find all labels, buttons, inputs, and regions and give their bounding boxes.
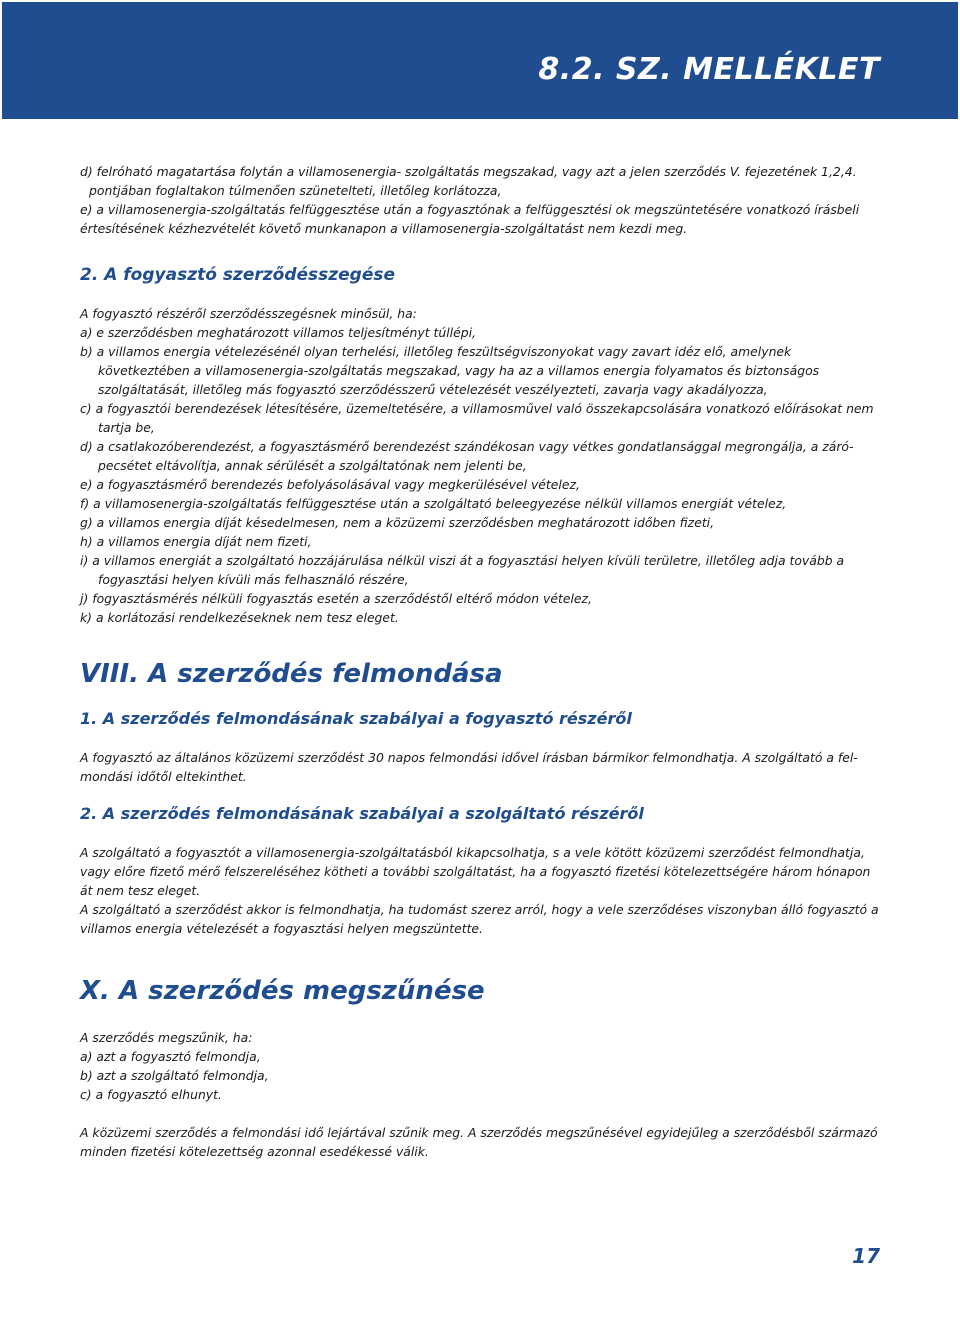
intro-e-line1: e) a villamosenergia-szolgáltatás felfüggesztése után a fogyasztónak a felfüggesztési ok megszüntetésére vonatkozó írásbeli — [80, 202, 860, 217]
list-item: k) a korlátozási rendelkezéseknek nem tesz eleget. — [80, 610, 399, 625]
termination-list — [80, 1047, 880, 1104]
intro-e-line2: értesítésének kézhezvételét követő munkanapon a villamosenergia-szolgáltatást nem kezdi meg. — [80, 221, 688, 236]
list-item: c) a fogyasztói berendezések létesítésére, üzemeltetésére, a villamosművel való összekapcsolására vonatkozó előírásokat nem tartja be, — [80, 401, 874, 435]
list-item: h) a villamos energia díját nem fizeti, — [80, 534, 312, 549]
paragraph: A szolgáltató a szerződést akkor is felmondhatja, ha tudomást szerez arról, hogy a vele szerződéses viszonyban álló fogyasztó a villamos energia vételezését a fogyasztási helyen megszüntette. — [80, 902, 879, 936]
header-band — [2, 2, 958, 119]
list-item: c) a fogyasztó elhunyt. — [80, 1087, 222, 1102]
subsection-heading: 1. A szerződés felmondásának szabályai a fogyasztó részéről — [80, 709, 632, 728]
list-item: e) a fogyasztásmérő berendezés befolyásolásával vagy megkerülésével vételez, — [80, 477, 580, 492]
list-item: f) a villamosenergia-szolgáltatás felfüggesztése után a szolgáltató beleegyezése nélkül villamos energiát vételez, — [80, 496, 787, 511]
intro-d-line1: d) felróható magatartása folytán a villamosenergia- szolgáltatás megszakad, vagy azt a jelen szerződés V. fejezetének 1,2,4. — [80, 164, 857, 179]
section-lead: A fogyasztó részéről szerződésszegésnek minősül, ha: — [80, 306, 417, 321]
chapter-heading: VIII. A szerződés felmondása — [80, 659, 503, 689]
breach-list — [80, 323, 880, 627]
section-lead: A szerződés megszűnik, ha: — [80, 1030, 253, 1045]
subsection-heading: 2. A szerződés felmondásának szabályai a szolgáltató részéről — [80, 804, 644, 823]
chapter-heading: X. A szerződés megszűnése — [80, 976, 485, 1006]
paragraph: A közüzemi szerződés a felmondási idő lejártával szűnik meg. A szerződés megszűnésével egyidejűleg a szerződésből származó minden fizetési kötelezettség azonnal esedékessé válik. — [80, 1125, 878, 1159]
list-item: b) azt a szolgáltató felmondja, — [80, 1068, 269, 1083]
list-item: a) azt a fogyasztó felmondja, — [80, 1049, 261, 1064]
list-item: g) a villamos energia díját késedelmesen, nem a közüzemi szerződésben meghatározott időben fizeti, — [80, 515, 715, 530]
paragraph: A fogyasztó az általános közüzemi szerződést 30 napos felmondási idővel írásban bármikor felmondhatja. A szolgáltató a fel-mondási időtől eltekinthet. — [80, 750, 858, 784]
page-title: 8.2. SZ. MELLÉKLET — [538, 52, 880, 87]
list-item: a) e szerződésben meghatározott villamos teljesítményt túllépi, — [80, 325, 476, 340]
list-item: b) a villamos energia vételezésénél olyan terhelési, illetőleg feszültségviszonyokat vagy zavart idéz elő, amelynek következtében a villamosenergia-szolgáltatás megszakad, vagy ha az a villamos energia folyamatos és biztonságos szolgáltatását, illetőleg más fogyasztó szerződésszerű vételezését veszélyezteti, zavarja vagy akadályozza, — [80, 344, 820, 397]
section-heading: 2. A fogyasztó szerződésszegése — [80, 265, 396, 285]
paragraph: A szolgáltató a fogyasztót a villamosenergia-szolgáltatásból kikapcsolhatja, s a vele kötött közüzemi szerződést felmondhatja, vagy előre fizető mérő felszereléséhez kötheti a további szolgáltatást, ha a fogyasztó fizetési kötelezettségére három hónapon át nem tesz eleget. — [80, 845, 871, 898]
document-body — [80, 162, 880, 1161]
page-number: 17 — [852, 1244, 880, 1268]
list-item: j) fogyasztásmérés nélküli fogyasztás esetén a szerződéstől eltérő módon vételez, — [80, 591, 592, 606]
intro-d-line2: pontjában foglaltakon túlmenően szünetelteti, illetőleg korlátozza, — [89, 183, 502, 198]
list-item: i) a villamos energiát a szolgáltató hozzájárulása nélkül viszi át a fogyasztási helyen kívüli területre, illetőleg adja tovább a fogyasztási helyen kívüli más felhasználó részére, — [80, 553, 845, 587]
list-item: d) a csatlakozóberendezést, a fogyasztásmérő berendezést szándékosan vagy vétkes gondatlansággal megrongálja, a záró-pecsétet eltávolítja, annak sérülését a szolgáltatónak nem jelenti be, — [80, 439, 854, 473]
